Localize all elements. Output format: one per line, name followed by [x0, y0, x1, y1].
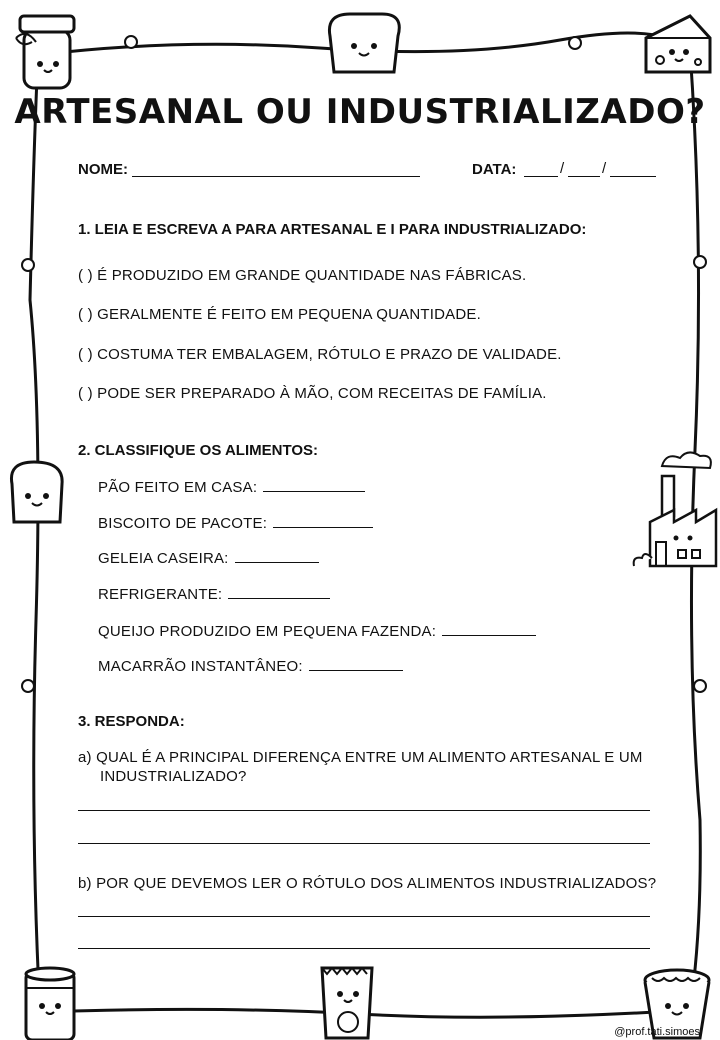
answer-blank[interactable] [235, 548, 319, 563]
answer-blank[interactable] [273, 513, 373, 528]
statement-item[interactable]: ( ) GERALMENTE É FEITO EM PEQUENA QUANTIDADE. [78, 306, 481, 323]
section-3-heading: 3. RESPONDA: [78, 713, 185, 730]
question-a: a) QUAL É A PRINCIPAL DIFERENÇA ENTRE UM ALIMENTO ARTESANAL E UM [78, 749, 643, 766]
date-separator: / [602, 160, 607, 177]
food-item [98, 548, 319, 567]
answer-blank[interactable] [309, 656, 403, 671]
food-item [98, 621, 536, 640]
author-credit: @prof.tati.simoes [614, 1026, 700, 1038]
section-2-heading: 2. CLASSIFIQUE OS ALIMENTOS: [78, 442, 319, 459]
cheese-icon [640, 10, 716, 80]
page-title: ARTESANAL OU INDUSTRIALIZADO? [14, 92, 706, 132]
food-item-label: REFRIGERANTE: [98, 586, 223, 603]
food-item-label: GELEIA CASEIRA: [98, 550, 229, 567]
food-item-label: QUEIJO PRODUZIDO EM PEQUENA FAZENDA: [98, 623, 437, 640]
answer-line[interactable] [78, 810, 650, 811]
bread-icon [320, 6, 406, 78]
food-item-label: PÃO FEITO EM CASA: [98, 479, 258, 496]
answer-blank[interactable] [442, 621, 536, 636]
answer-blank[interactable] [228, 584, 330, 599]
food-item [98, 513, 373, 532]
name-label: NOME: [78, 161, 128, 178]
section-1-heading: 1. LEIA E ESCREVA A PARA ARTESANAL E I PARA INDUSTRIALIZADO: [78, 221, 587, 238]
question-b: b) POR QUE DEVEMOS LER O RÓTULO DOS ALIMENTOS INDUSTRIALIZADOS? [78, 875, 657, 892]
date-day-field[interactable] [524, 176, 558, 177]
statement-item[interactable]: ( ) É PRODUZIDO EM GRANDE QUANTIDADE NAS FÁBRICAS. [78, 267, 527, 284]
answer-blank[interactable] [263, 477, 365, 492]
answer-line[interactable] [78, 948, 650, 949]
jam-jar-icon [10, 8, 82, 92]
cookie-bag-icon [316, 962, 378, 1040]
date-month-field[interactable] [568, 176, 600, 177]
food-item [98, 584, 330, 603]
food-item-label: MACARRÃO INSTANTÂNEO: [98, 658, 303, 675]
answer-line[interactable] [78, 843, 650, 844]
food-item [98, 656, 403, 675]
food-item-label: BISCOITO DE PACOTE: [98, 515, 268, 532]
date-separator: / [560, 160, 565, 177]
question-a-continued: INDUSTRIALIZADO? [100, 768, 247, 785]
can-icon [20, 964, 80, 1040]
date-year-field[interactable] [610, 176, 656, 177]
food-item [98, 477, 365, 496]
toast-icon [4, 456, 70, 528]
statement-item[interactable]: ( ) COSTUMA TER EMBALAGEM, RÓTULO E PRAZO DE VALIDADE. [78, 346, 562, 363]
date-label: DATA: [472, 161, 517, 178]
name-field[interactable] [132, 176, 420, 177]
statement-item[interactable]: ( ) PODE SER PREPARADO À MÃO, COM RECEITAS DE FAMÍLIA. [78, 385, 547, 402]
factory-icon [630, 446, 720, 572]
answer-line[interactable] [78, 916, 650, 917]
